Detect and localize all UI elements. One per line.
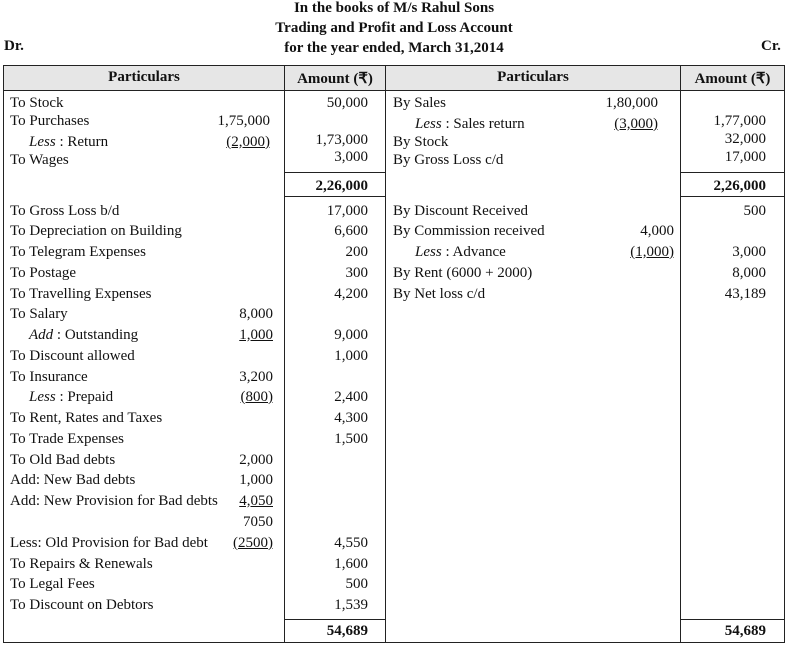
total-line — [284, 196, 385, 197]
debit-purchases-label: To Purchases — [10, 113, 90, 129]
debit-trading-total: 2,26,000 — [315, 178, 368, 194]
debit-rent-rates-amount: 4,300 — [334, 410, 368, 426]
debit-gross-loss-label: To Gross Loss b/d — [10, 203, 120, 219]
credit-trading-total: 2,26,000 — [713, 178, 766, 194]
header-underline — [3, 90, 785, 91]
debit-telegram-amount: 200 — [345, 244, 368, 260]
header-debit-amount: Amount (₹) — [297, 71, 373, 87]
purchase-return-text: : Return — [55, 134, 109, 150]
credit-rent-amount: 8,000 — [732, 265, 766, 281]
debit-wages-amount: 3,000 — [334, 149, 368, 165]
debit-postage-amount: 300 — [345, 265, 368, 281]
debit-insurance-net-amount: 2,400 — [334, 389, 368, 405]
outstanding-text: : Outstanding — [53, 327, 139, 343]
debit-new-bad-debts-inner: 1,000 — [239, 472, 273, 488]
credit-net-loss-amount: 43,189 — [724, 286, 766, 302]
debit-old-bad-debts-label: To Old Bad debts — [10, 452, 116, 468]
debit-purchases-inner: 1,75,000 — [217, 113, 270, 129]
credit-advance-label — [415, 243, 506, 261]
debit-repairs-label: To Repairs & Renewals — [10, 556, 153, 572]
credit-sales-net-amount: 1,77,000 — [713, 113, 766, 129]
debit-salary-label: To Salary — [10, 306, 68, 322]
credit-advance-inner: (1,000) — [630, 244, 674, 260]
debit-new-bad-debts-label: Add: New Bad debts — [10, 472, 136, 488]
debit-travelling-amount: 4,200 — [334, 286, 368, 302]
debit-travelling-label: To Travelling Expenses — [10, 286, 152, 302]
credit-commission-label: By Commission received — [393, 223, 545, 239]
title-line-1: In the books of M/s Rahul Sons — [293, 0, 495, 16]
credit-sales-inner: 1,80,000 — [605, 95, 658, 111]
debit-purchase-net-amount: 1,73,000 — [315, 132, 368, 148]
advance-text: : Advance — [441, 244, 506, 260]
debit-depreciation-label: To Depreciation on Building — [10, 223, 182, 239]
debit-depreciation-amount: 6,600 — [334, 223, 368, 239]
credit-stock-label: By Stock — [393, 134, 449, 150]
add-prefix: Add — [29, 327, 54, 343]
debit-discount-debtors-amount: 1,539 — [334, 597, 368, 613]
total-line — [284, 619, 385, 620]
debit-new-provision-inner: 4,050 — [239, 493, 273, 509]
debit-repairs-amount: 1,600 — [334, 556, 368, 572]
debit-rent-rates-label: To Rent, Rates and Taxes — [10, 410, 163, 426]
debit-legal-fees-label: To Legal Fees — [10, 576, 95, 592]
total-line — [680, 172, 785, 173]
debit-purchase-return-label — [29, 133, 108, 151]
debit-insurance-prepaid-label — [29, 388, 113, 406]
debit-insurance-label: To Insurance — [10, 369, 88, 385]
debit-gross-loss-amount: 17,000 — [326, 203, 368, 219]
debit-pl-total: 54,689 — [326, 623, 368, 639]
less-prefix: Less — [29, 389, 56, 405]
debit-discount-allowed-label: To Discount allowed — [10, 348, 135, 364]
credit-gross-loss-amount: 17,000 — [724, 149, 766, 165]
debit-insurance-prepaid-inner: (800) — [240, 389, 273, 405]
debit-stock-amount: 50,000 — [326, 95, 368, 111]
debit-stock-label: To Stock — [10, 95, 64, 111]
debit-new-provision-label: Add: New Provision for Bad debts — [10, 493, 218, 509]
column-divider — [385, 65, 386, 643]
less-prefix: Less — [415, 244, 442, 260]
header-credit-amount: Amount (₹) — [694, 71, 771, 87]
cr-label: Cr. — [761, 38, 781, 54]
credit-rent-label: By Rent (6000 + 2000) — [393, 265, 533, 281]
title-line-3: for the year ended, March 31,2014 — [284, 40, 504, 56]
debit-telegram-label: To Telegram Expenses — [10, 244, 146, 260]
credit-discount-received-amount: 500 — [743, 203, 766, 219]
credit-net-loss-label: By Net loss c/d — [393, 286, 486, 302]
credit-gross-loss-label: By Gross Loss c/d — [393, 152, 504, 168]
less-prefix: Less — [29, 134, 56, 150]
credit-discount-received-label: By Discount Received — [393, 203, 528, 219]
title-line-2: Trading and Profit and Loss Account — [275, 20, 513, 36]
debit-legal-fees-amount: 500 — [345, 576, 368, 592]
total-line — [680, 196, 785, 197]
credit-sales-return-label — [415, 115, 525, 133]
debit-discount-allowed-amount: 1,000 — [334, 348, 368, 364]
debit-old-provision-inner: (2500) — [233, 535, 273, 551]
debit-salary-net-amount: 9,000 — [334, 327, 368, 343]
total-line — [284, 172, 385, 173]
debit-insurance-inner: 3,200 — [239, 369, 273, 385]
sales-return-text: : Sales return — [441, 116, 525, 132]
debit-trade-expenses-label: To Trade Expenses — [10, 431, 124, 447]
debit-old-provision-label: Less: Old Provision for Bad debt — [10, 535, 208, 551]
debit-purchase-return-inner: (2,000) — [226, 134, 270, 150]
credit-sales-return-inner: (3,000) — [614, 116, 658, 132]
debit-bad-debts-net-amount: 4,550 — [334, 535, 368, 551]
less-prefix: Less — [415, 116, 442, 132]
dr-label: Dr. — [4, 38, 24, 54]
debit-bad-debts-subtotal: 7050 — [243, 514, 273, 530]
total-line — [680, 619, 785, 620]
debit-discount-debtors-label: To Discount on Debtors — [10, 597, 154, 613]
credit-commission-inner: 4,000 — [640, 223, 674, 239]
credit-pl-total: 54,689 — [724, 623, 766, 639]
prepaid-text: : Prepaid — [55, 389, 114, 405]
debit-trade-expenses-amount: 1,500 — [334, 431, 368, 447]
debit-old-bad-debts-inner: 2,000 — [239, 452, 273, 468]
credit-stock-amount: 32,000 — [724, 131, 766, 147]
header-debit-particulars: Particulars — [108, 69, 180, 85]
credit-commission-net-amount: 3,000 — [732, 244, 766, 260]
debit-postage-label: To Postage — [10, 265, 77, 281]
debit-wages-label: To Wages — [10, 152, 69, 168]
debit-salary-inner: 8,000 — [239, 306, 273, 322]
debit-salary-outstanding-label — [29, 326, 138, 344]
debit-salary-outstanding-inner: 1,000 — [239, 327, 273, 343]
header-credit-particulars: Particulars — [497, 69, 569, 85]
credit-sales-label: By Sales — [393, 95, 446, 111]
